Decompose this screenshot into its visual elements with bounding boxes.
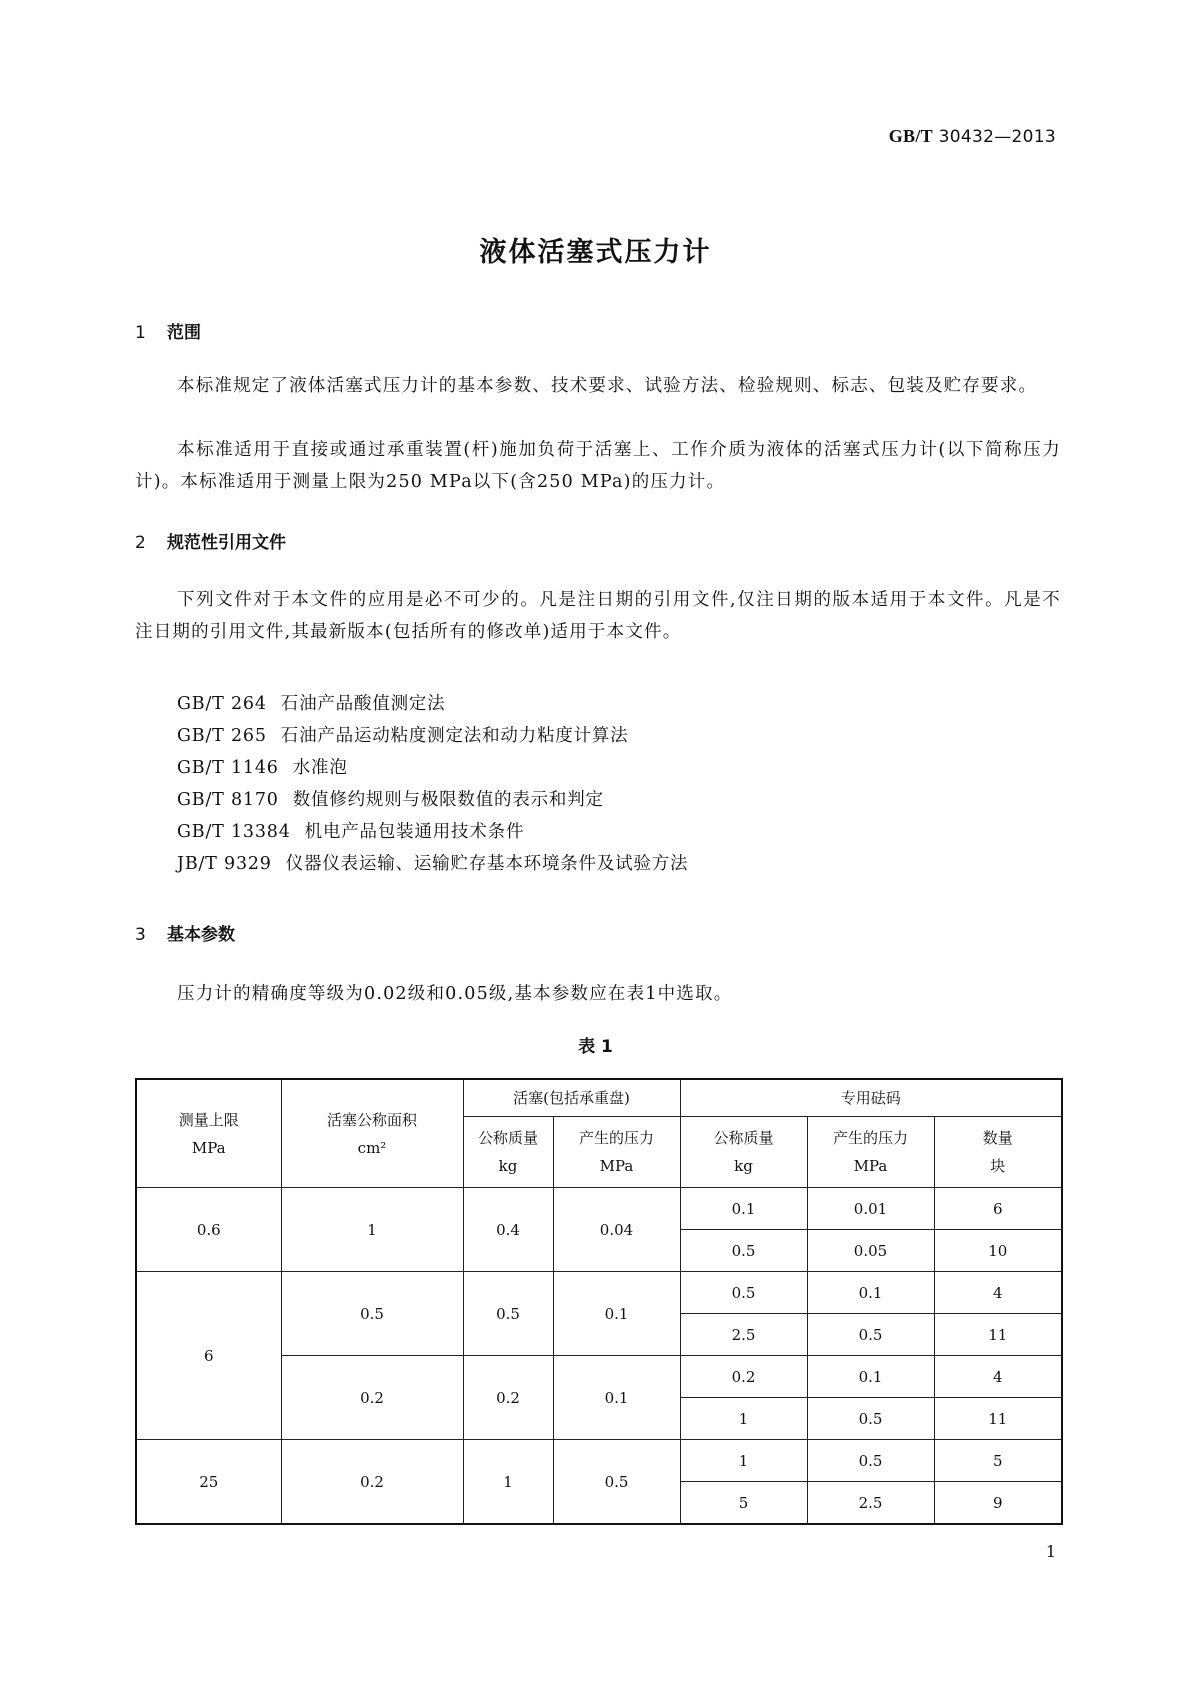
cell-piston-mass: 1 (463, 1440, 553, 1525)
cell-piston-mass: 0.5 (463, 1272, 553, 1356)
cell-weight-count: 4 (934, 1272, 1062, 1314)
cell-weight-mass: 2.5 (680, 1314, 807, 1356)
header-piston-mass: 公称质量 kg (463, 1117, 553, 1188)
cell-piston-area: 1 (281, 1188, 463, 1272)
section-number: 3 (135, 925, 146, 945)
document-title: 液体活塞式压力计 (479, 237, 712, 268)
page-number: 1 (1045, 1542, 1056, 1561)
section-heading-scope (135, 318, 201, 343)
reference-list (177, 688, 688, 880)
cell-weight-pressure: 0.01 (807, 1188, 934, 1230)
cell-piston-mass: 0.4 (463, 1188, 553, 1272)
standard-number (889, 126, 1056, 147)
cell-weight-pressure: 2.5 (807, 1482, 934, 1525)
header-weight-mass: 公称质量 kg (680, 1117, 807, 1188)
cell-upper-limit: 6 (136, 1272, 281, 1440)
header-upper-limit: 测量上限 MPa (136, 1079, 281, 1188)
header-piston-group: 活塞(包括承重盘) (463, 1079, 680, 1117)
table-row (136, 1188, 1062, 1230)
reference-code: GB/T 264 (177, 694, 267, 714)
reference-code: GB/T 1146 (177, 758, 279, 778)
parameter-table (135, 1078, 1063, 1525)
reference-code: GB/T 265 (177, 726, 267, 746)
cell-weight-count: 4 (934, 1356, 1062, 1398)
cell-weight-pressure: 0.5 (807, 1440, 934, 1482)
cell-weight-count: 10 (934, 1230, 1062, 1272)
reference-item (177, 752, 688, 784)
table-row (136, 1272, 1062, 1314)
cell-piston-pressure: 0.04 (553, 1188, 680, 1272)
cell-weight-mass: 0.5 (680, 1272, 807, 1314)
section-heading-basic-parameters (135, 920, 235, 945)
cell-piston-area: 0.2 (281, 1356, 463, 1440)
cell-weight-count: 11 (934, 1398, 1062, 1440)
reference-title: 石油产品运动粘度测定法和动力粘度计算法 (280, 726, 629, 746)
header-weights-group: 专用砝码 (680, 1079, 1062, 1117)
cell-piston-area: 0.5 (281, 1272, 463, 1356)
table-row (136, 1440, 1062, 1482)
cell-weight-mass: 0.2 (680, 1356, 807, 1398)
cell-weight-count: 9 (934, 1482, 1062, 1525)
reference-code: GB/T 13384 (177, 822, 291, 842)
table-caption: 表 1 (578, 1037, 613, 1057)
cell-weight-mass: 5 (680, 1482, 807, 1525)
cell-weight-mass: 0.5 (680, 1230, 807, 1272)
cell-piston-mass: 0.2 (463, 1356, 553, 1440)
section-title: 规范性引用文件 (167, 533, 286, 553)
header-weight-pressure: 产生的压力 MPa (807, 1117, 934, 1188)
section-title: 范围 (167, 323, 201, 343)
section-number: 1 (135, 323, 146, 343)
reference-item (177, 688, 688, 720)
cell-weight-pressure: 0.5 (807, 1314, 934, 1356)
reference-title: 水准泡 (292, 758, 348, 778)
reference-item (177, 848, 688, 880)
cell-weight-pressure: 0.5 (807, 1398, 934, 1440)
reference-code: JB/T 9329 (177, 854, 272, 874)
header-piston-area: 活塞公称面积 cm² (281, 1079, 463, 1188)
header-weight-count: 数量 块 (934, 1117, 1062, 1188)
reference-title: 仪器仪表运输、运输贮存基本环境条件及试验方法 (285, 854, 689, 874)
cell-piston-area: 0.2 (281, 1440, 463, 1525)
references-intro-paragraph: 下列文件对于本文件的应用是必不可少的。凡是注日期的引用文件,仅注日期的版本适用于本文件。凡是不注日期的引用文件,其最新版本(包括所有的修改单)适用于本文件。 (135, 590, 1061, 642)
standard-code: 30432—2013 (938, 127, 1056, 147)
cell-weight-pressure: 0.1 (807, 1272, 934, 1314)
cell-weight-pressure: 0.1 (807, 1356, 934, 1398)
header-piston-pressure: 产生的压力 MPa (553, 1117, 680, 1188)
section-title: 基本参数 (167, 925, 235, 945)
section-number: 2 (135, 533, 146, 553)
cell-weight-mass: 1 (680, 1398, 807, 1440)
cell-piston-pressure: 0.1 (553, 1272, 680, 1356)
reference-title: 机电产品包装通用技术条件 (304, 822, 525, 842)
cell-weight-count: 6 (934, 1188, 1062, 1230)
reference-item (177, 816, 688, 848)
scope-paragraph-2: 本标准适用于直接或通过承重装置(杆)施加负荷于活塞上、工作介质为液体的活塞式压力计(以下简称压力计)。本标准适用于测量上限为250 MPa以下(含250 MPa)的压力计。 (135, 440, 1061, 492)
cell-weight-pressure: 0.05 (807, 1230, 934, 1272)
cell-weight-mass: 1 (680, 1440, 807, 1482)
cell-weight-mass: 0.1 (680, 1188, 807, 1230)
cell-weight-count: 5 (934, 1440, 1062, 1482)
cell-piston-pressure: 0.1 (553, 1356, 680, 1440)
cell-upper-limit: 25 (136, 1440, 281, 1525)
cell-upper-limit: 0.6 (136, 1188, 281, 1272)
reference-item (177, 720, 688, 752)
reference-title: 石油产品酸值测定法 (280, 694, 446, 714)
reference-item (177, 784, 688, 816)
reference-title: 数值修约规则与极限数值的表示和判定 (292, 790, 604, 810)
reference-code: GB/T 8170 (177, 790, 279, 810)
cell-weight-count: 11 (934, 1314, 1062, 1356)
section-heading-normative-references (135, 528, 286, 553)
standard-prefix: GB/T (888, 126, 933, 146)
cell-piston-pressure: 0.5 (553, 1440, 680, 1525)
scope-paragraph-1: 本标准规定了液体活塞式压力计的基本参数、技术要求、试验方法、检验规则、标志、包装及贮存要求。 (177, 376, 1038, 396)
basic-parameters-paragraph: 压力计的精确度等级为0.02级和0.05级,基本参数应在表1中选取。 (177, 984, 733, 1004)
